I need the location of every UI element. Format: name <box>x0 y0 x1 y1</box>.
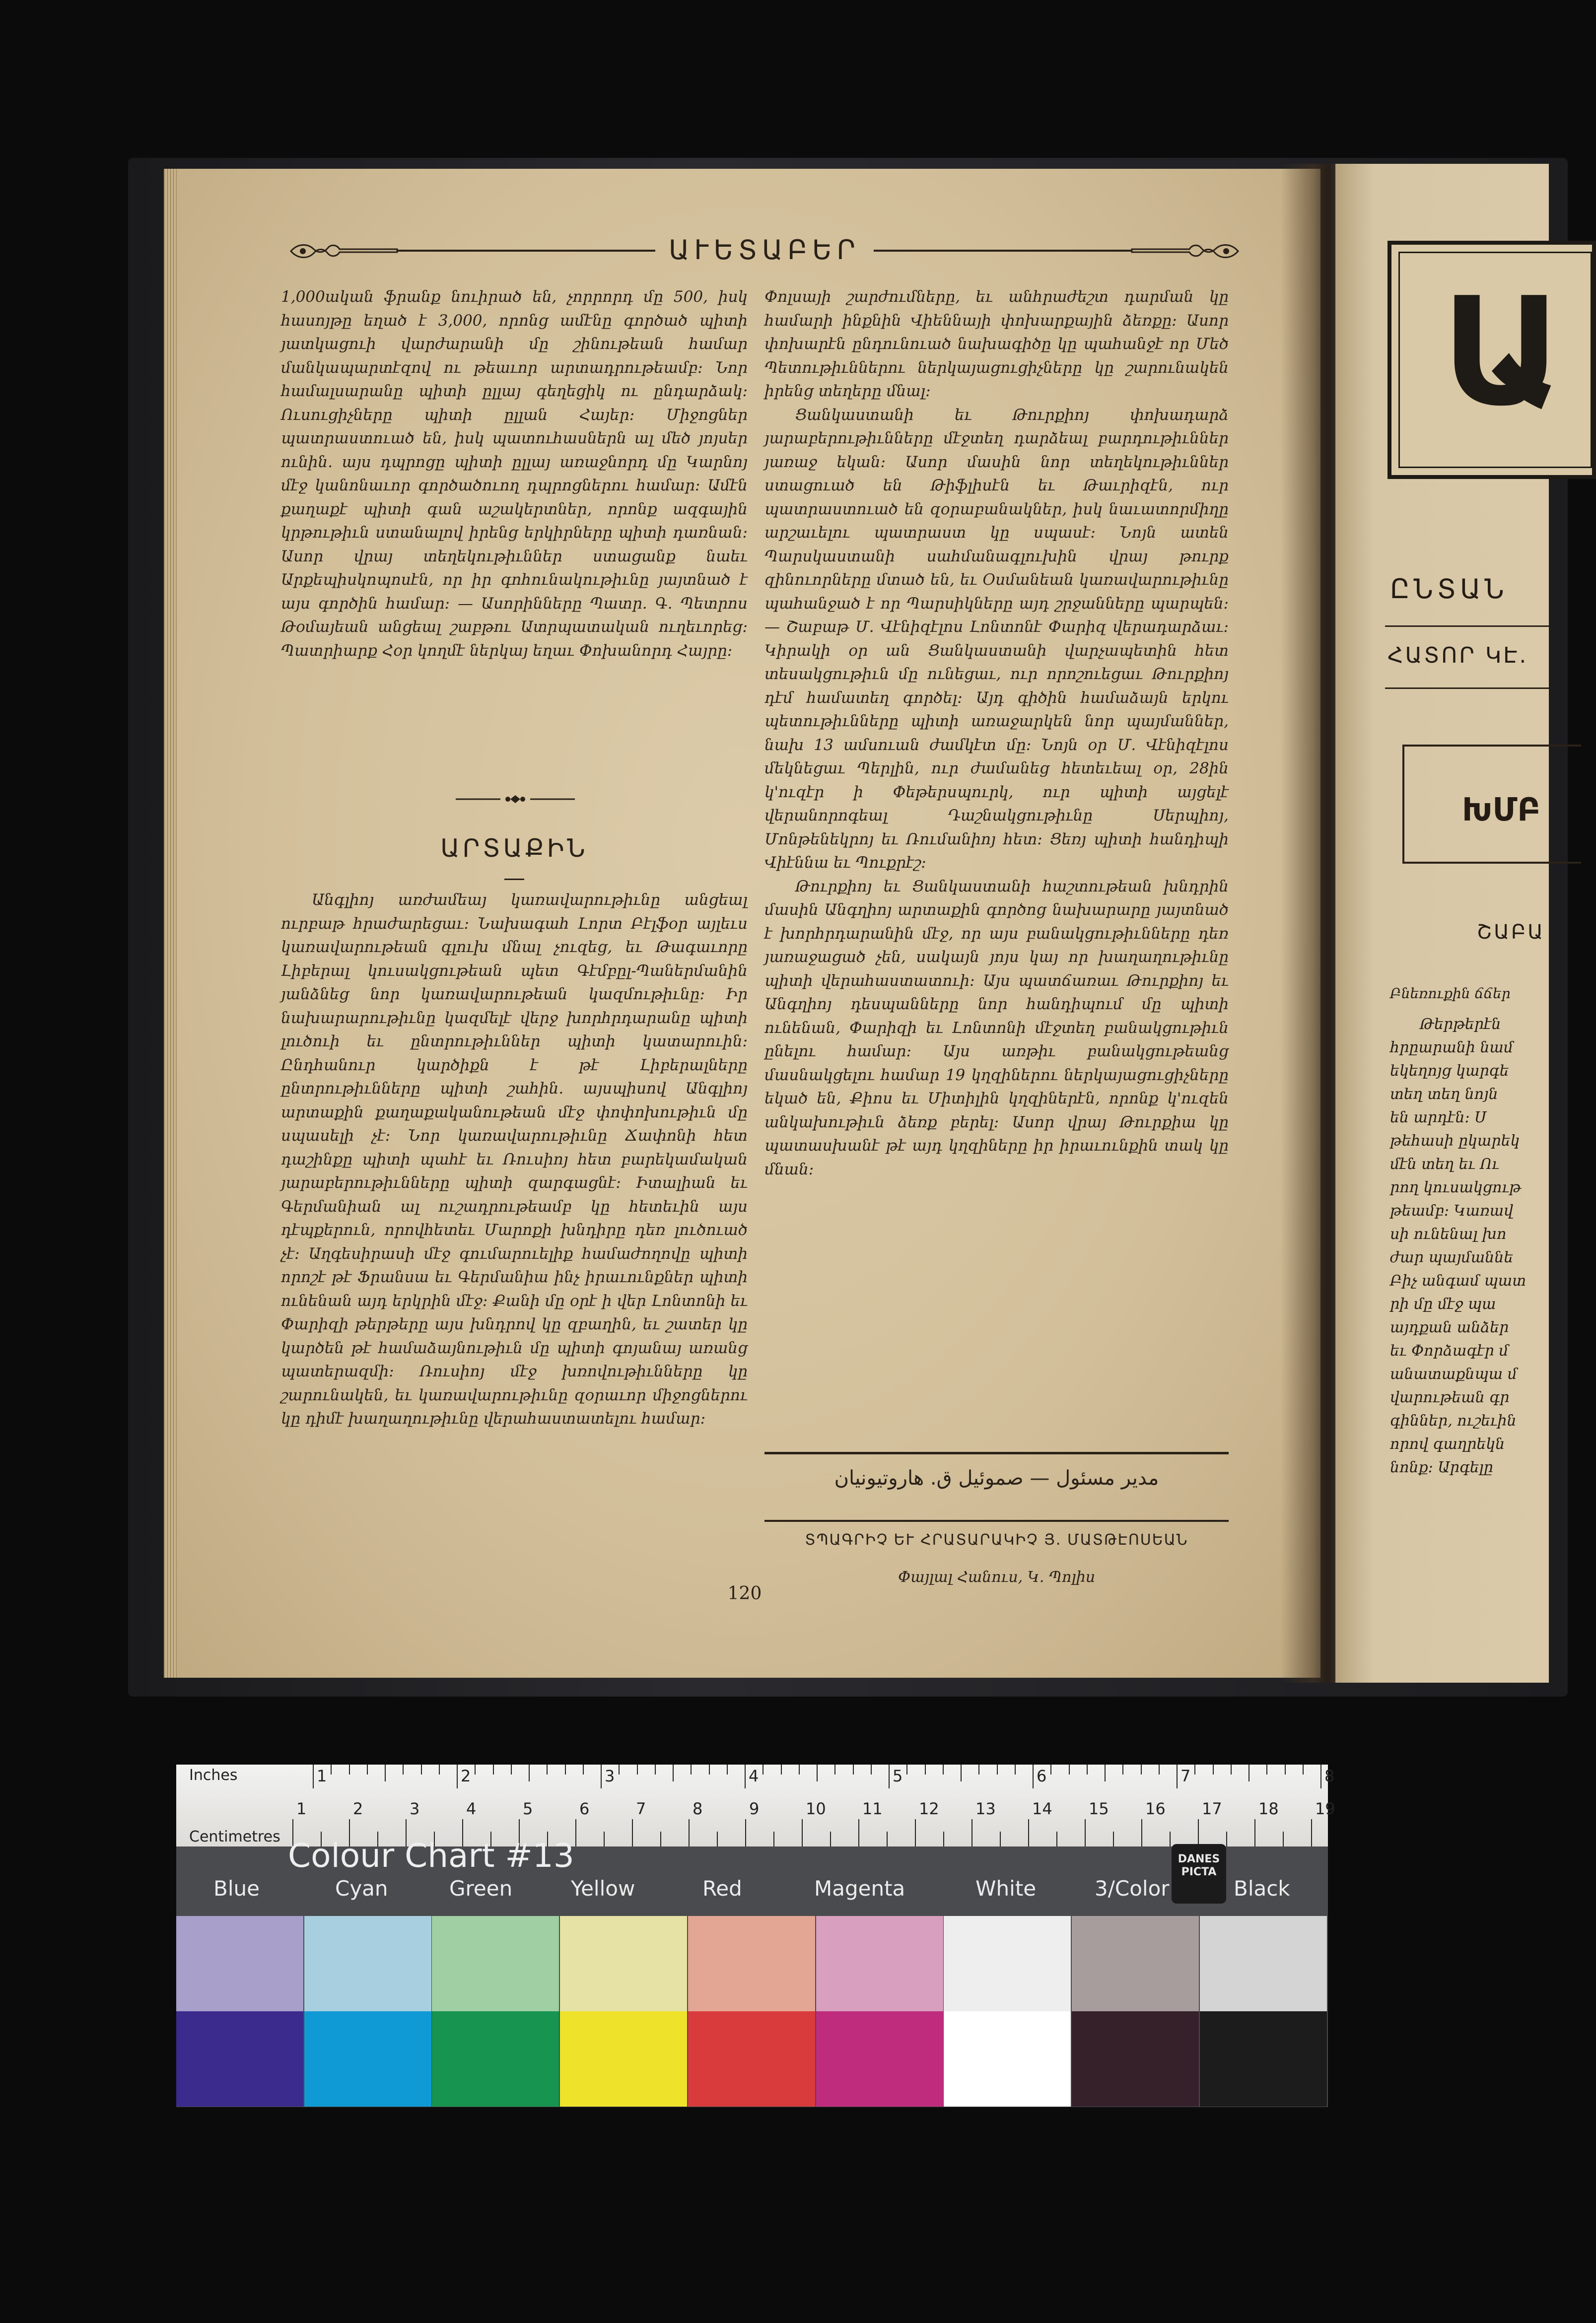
inch-minor-tick <box>1231 1765 1232 1775</box>
cm-tick-label: 14 <box>1032 1799 1052 1818</box>
next-page-line: սի ունենալ խո <box>1390 1226 1507 1243</box>
inch-minor-tick <box>709 1765 710 1775</box>
inch-minor-tick <box>1141 1765 1142 1775</box>
inch-tick <box>457 1765 458 1788</box>
cm-half-tick <box>1283 1832 1284 1846</box>
next-page-subheading: ՇԱԲԱ <box>1477 921 1545 944</box>
cm-tick <box>1198 1819 1199 1846</box>
inch-minor-tick <box>1285 1765 1286 1775</box>
cm-tick <box>575 1819 576 1846</box>
swatch-top-3 <box>432 1916 559 2011</box>
right-paragraph-1: Փոլսայի շարժումները, եւ անհրաժեշտ դարման կը համարի ինքնին Վիեննայի փոխարքային ձեռքը: Ասոր փոխարէն ընդունուած նախագիծը կը պահանջէ որ Մեծ Պետութիւններու ներկայացուցիչները կը շարունակեն իրենց տեղերը մնալ: <box>764 288 1229 400</box>
header-rule-right <box>874 250 1132 252</box>
inch-minor-tick <box>906 1765 907 1775</box>
cm-half-tick <box>943 1832 944 1846</box>
cm-tick-label: 2 <box>353 1799 363 1818</box>
cm-half-tick <box>1170 1832 1171 1846</box>
swatch-top-2 <box>304 1916 431 2011</box>
page-header <box>288 233 1241 268</box>
cm-half-tick <box>773 1832 774 1846</box>
inch-minor-tick <box>834 1765 835 1775</box>
inch-minor-tick <box>1303 1765 1304 1775</box>
cm-tick <box>689 1819 690 1846</box>
cm-tick-label: 1 <box>296 1799 307 1818</box>
inch-minor-tick <box>727 1765 728 1775</box>
next-page-line: եկեղոյց կարգե <box>1390 1062 1509 1080</box>
next-page-line: ժար պայմաննե <box>1390 1249 1514 1266</box>
cm-half-tick <box>1056 1832 1057 1846</box>
inch-minor-tick <box>943 1765 944 1775</box>
inch-minor-tick <box>853 1765 854 1775</box>
footer-rule-bottom <box>764 1520 1229 1522</box>
inch-minor-tick <box>1087 1765 1088 1775</box>
inch-minor-tick <box>871 1765 872 1775</box>
next-page-banner-text: ԽՄԲ <box>1462 792 1541 828</box>
inch-tick-label: 6 <box>1037 1767 1047 1785</box>
inch-tick-label: 3 <box>605 1767 615 1785</box>
book-gutter <box>1281 164 1340 1683</box>
swatch-bottom-3 <box>432 2011 559 2107</box>
measurement-ruler <box>176 1765 1335 1846</box>
inch-minor-tick <box>619 1765 620 1775</box>
cm-half-tick <box>660 1832 661 1846</box>
cm-half-tick <box>717 1832 718 1846</box>
cm-tick <box>858 1819 859 1846</box>
next-page-line: եւ Փորձագէր մ <box>1390 1342 1509 1360</box>
section-title: ԱՐՏԱՔԻՆ <box>440 834 588 863</box>
inch-tick <box>601 1765 602 1788</box>
inch-tick-label: 5 <box>893 1767 903 1785</box>
colour-label-green: Green <box>449 1876 513 1901</box>
inch-minor-tick <box>475 1765 476 1775</box>
right-paragraph-2: Ցանկաստանի եւ Թուրքիոյ փոխադարձ յարաբերութիւնները մէջտեղ դարձեալ բարդութիւններ յառաջ եկան: Ասոր մասին նոր տեղեկութիւններ ստացուած են Թիֆլիսէն եւ Թաւրիզէն, ուր պատրաստուած են զօրաբանակներ, իսկ նաւատորմիղը արշաւելու պատրաստ կը սպասէ: Նոյն ատեն Պարսկաստանի սահմանագլուխին վրայ թուրք զինուորները մտած են, եւ Օսմանեան կառավարութիւնը պահանջած է որ Պարսիկները այդ շրջանները պարպեն: — Շաբաթ Մ. Վէնիզէլոս Լոնտոնէ Փարիզ վերադարձաւ: Կիրակի օր ան Ցանկաստանի վարչապետին հետ տեսակցութիւն մը ունեցաւ, ուր որոշուեցաւ Թուրքիոյ դէմ համատեղ գործել: Այդ գիծին համաձայն երկու պետութիւնները պիտի առաջարկեն նոր պայմաններ, նախ 13 ամսուան ժամկէտ մը: Նոյն օր Մ. Վէնիզէլոս մեկնեցաւ Պերլին, ուր ժամանեց հետեւեալ օր, 28ին կ'ուզէր ի Փեթերսպուրկ, ուր պիտի այցելէ վերանորոգեալ Դաշնակցութիւնը Սերպիոյ, Մոնթենեկրոյ եւ Ռումանիոյ հետ: Ցեռյ պիտի հանդիպի Վիէննա եւ Պուքրէշ: <box>764 406 1229 872</box>
swatch-top-4 <box>560 1916 687 2011</box>
cm-tick <box>1254 1819 1255 1846</box>
inch-tick-label: 8 <box>1324 1767 1335 1785</box>
cm-tick-label: 8 <box>693 1799 703 1818</box>
cm-tick <box>632 1819 633 1846</box>
cm-half-tick <box>1000 1832 1001 1846</box>
inch-minor-tick <box>1050 1765 1051 1775</box>
inch-minor-tick <box>817 1765 818 1781</box>
inch-minor-tick <box>1266 1765 1267 1775</box>
cm-tick-label: 11 <box>862 1799 883 1818</box>
inch-tick <box>313 1765 314 1788</box>
colour-label-cyan: Cyan <box>335 1876 388 1901</box>
swatch-top-7 <box>944 1916 1071 2011</box>
cm-tick-label: 17 <box>1202 1799 1222 1818</box>
inch-tick <box>745 1765 746 1788</box>
colour-label-blue: Blue <box>213 1876 260 1901</box>
swatch-bottom-5 <box>688 2011 815 2107</box>
cm-tick-label: 19 <box>1315 1799 1335 1818</box>
cm-half-tick <box>830 1832 831 1846</box>
inch-minor-tick <box>1122 1765 1123 1775</box>
cm-tick <box>802 1819 803 1846</box>
swatch-bottom-6 <box>816 2011 943 2107</box>
inch-minor-tick <box>439 1765 440 1775</box>
next-page-line: Թերթերէն <box>1420 1016 1501 1033</box>
cm-tick-label: 18 <box>1258 1799 1279 1818</box>
right-paragraph-3: Թուրքիոյ եւ Ցանկաստանի հաշտութեան խնդրին մասին Անգղիոյ արտաքին գործոց նախարարը յայտնած է խորհրդարանին մէջ, որ այս բանակցութիւնները դեռ յառաջացած չեն, սակայն յոյս կայ որ խաղաղութիւնը պիտի վերահաստատուի: Այս պատճառաւ Թուրքիոյ եւ Անգղիոյ դեսպանները նոր հանդիպում մը պիտի ունենան, Փարիզի եւ Լոնտոնի մէջտեղ բանակցութիւն ընելու համար: Այս առթիւ բանակցութեանց մասնակցելու համար 19 կղզիներու ներկայացուցիչները եկած են, Քիոս եւ Միտիլին կղզիներէն, որոնք կ'ուզեն անկախութիւն ձեռք բերել: Ասոր վրայ Թուրքիա կը պատասխանէ թէ այդ կղզիները իր իրաւունքին տակ կը մնան: <box>764 877 1229 1178</box>
danes-picta-logo: DANES PICTA <box>1172 1844 1226 1904</box>
cm-half-tick <box>887 1832 888 1846</box>
cm-tick-label: 10 <box>806 1799 826 1818</box>
inch-minor-tick <box>799 1765 800 1775</box>
cm-tick-label: 15 <box>1089 1799 1109 1818</box>
next-page-line: թեամբ: Կառավ <box>1390 1202 1514 1220</box>
next-page-line: անատաքնպա մ <box>1390 1366 1518 1383</box>
cm-tick-label: 7 <box>636 1799 646 1818</box>
inch-tick <box>1033 1765 1034 1788</box>
swatch-top-5 <box>688 1916 815 2011</box>
page-edges <box>164 169 177 1678</box>
inch-minor-tick <box>547 1765 548 1775</box>
section-divider-ornament <box>456 793 575 805</box>
colour-label-white: White <box>975 1876 1037 1901</box>
inch-minor-tick <box>493 1765 494 1775</box>
cm-tick-label: 4 <box>466 1799 477 1818</box>
cm-half-tick <box>1113 1832 1114 1846</box>
next-page-rule-1 <box>1385 625 1549 627</box>
ruler-inches-label: Inches <box>189 1767 238 1784</box>
next-page-initial-letter: Ա <box>1442 266 1564 439</box>
swatch-top-8 <box>1072 1916 1199 2011</box>
inch-minor-tick <box>385 1765 386 1781</box>
footer-rule-top <box>764 1452 1229 1454</box>
journal-title: ԱՒԵՏԱԲԵՐ <box>669 234 860 266</box>
cm-tick <box>915 1819 916 1846</box>
next-page-line: մէն տեղ եւ Ու <box>1390 1156 1499 1173</box>
swatch-bottom-9 <box>1200 2011 1327 2107</box>
cm-tick <box>745 1819 746 1846</box>
colour-label-black: Black <box>1234 1876 1290 1901</box>
cm-tick-label: 12 <box>919 1799 939 1818</box>
next-page-body <box>1390 1013 1549 1479</box>
right-column <box>764 285 1229 1442</box>
next-page-line: Բիչ անգամ պատ <box>1390 1272 1527 1290</box>
next-page-line: նոնք: Արգելը <box>1390 1459 1493 1476</box>
inch-minor-tick <box>691 1765 692 1775</box>
page-number: 120 <box>727 1583 762 1604</box>
cm-half-tick <box>1226 1832 1227 1846</box>
next-page-line: րող կուսակցութ <box>1390 1179 1521 1196</box>
colour-label-3-color: 3/Color <box>1095 1876 1170 1901</box>
swatch-bottom-2 <box>304 2011 431 2107</box>
inch-minor-tick <box>583 1765 584 1775</box>
next-page-line: թեհասի ըկարեկ <box>1390 1132 1520 1150</box>
inch-minor-tick <box>637 1765 638 1775</box>
editor-signature: مدیر مسئول — صموئیل ق. هاروتیونیان <box>834 1467 1159 1490</box>
cm-tick <box>971 1819 972 1846</box>
swatch-top-9 <box>1200 1916 1327 2011</box>
next-page-line: վարութեան գր <box>1390 1389 1510 1406</box>
next-page-byline: Բնեռուքին ճճեր <box>1390 985 1511 1002</box>
inch-minor-tick <box>1105 1765 1106 1781</box>
next-page-volume: ՀԱՏՈՐ ԿԷ. <box>1388 643 1528 668</box>
inch-tick <box>889 1765 890 1788</box>
inch-minor-tick <box>925 1765 926 1775</box>
cm-tick-label: 16 <box>1145 1799 1166 1818</box>
next-page-heading: ԸՆՏԱՆ <box>1390 573 1508 605</box>
inch-minor-tick <box>529 1765 530 1781</box>
inch-minor-tick <box>349 1765 350 1775</box>
inch-minor-tick <box>1015 1765 1016 1775</box>
colour-label-yellow: Yellow <box>571 1876 635 1901</box>
colour-label-red: Red <box>702 1876 742 1901</box>
swatch-bottom-8 <box>1072 2011 1199 2107</box>
inch-tick <box>1320 1765 1321 1788</box>
inch-tick-label: 2 <box>461 1767 471 1785</box>
left-column <box>281 285 748 782</box>
next-page-line: գիններ, ուշեւին <box>1390 1412 1517 1430</box>
cm-tick-label: 13 <box>975 1799 996 1818</box>
inch-minor-tick <box>367 1765 368 1775</box>
cm-tick-label: 9 <box>749 1799 760 1818</box>
inch-tick <box>1177 1765 1178 1788</box>
colour-label-magenta: Magenta <box>814 1876 905 1901</box>
inch-minor-tick <box>1159 1765 1160 1775</box>
cm-tick <box>1141 1819 1142 1846</box>
inch-minor-tick <box>1194 1765 1195 1775</box>
colour-chart-title: Colour Chart #13 <box>288 1837 574 1875</box>
inch-tick-label: 7 <box>1180 1767 1191 1785</box>
printer-address: Փայլալ Հանուս, Կ. Պոլիս <box>898 1569 1096 1586</box>
left-paragraph: 1,000ական ֆրանք նուիրած են, չորրորդ մը 500, իսկ հասոյթը եղած է 3,000, որոնց ամէնը գործած պիտի յատկացուի վարժարանի մը շինութեան համար մանկապարտէզով ու թեաւոր արտադրութեամբ: Նոր համալսարանը պիտի ըլլայ գեղեցիկ ու ընդարձակ: Ուսուցիչները պիտի ըլլան Հայեր: Միջոցներ պատրաստուած են, իսկ պատուհասներն ալ մեծ յոյսեր ունին. այս դպրոցը պիտի ըլլայ առաջնորդ մը Կարնոյ մէջ կանոնաւոր գործածուող դպրոցներու համար: Ամէն քաղաքէ պիտի գան աշակերտներ, որոնք ազգային կրթութիւն ստանալով իրենց երկիրները պիտի դառնան: Ասոր վրայ տեղեկութիւններ ստացանք նաեւ Արքեպիսկոպոսէն, որ իր գոհունակութիւնը յայտնած է այս գործին համար: — Ասորինները Պատր. Գ. Պետրոս Թօմայեան անցեալ շաբթու Ատրպատական ուղեւորեց: Պատրիարք Հօր կողմէ ներկայ եղաւ Փոխանորդ Հայրը: <box>281 288 748 660</box>
printer-line: ՏՊԱԳՐԻՉ ԵՒ ՀՐԱՏԱՐԱԿԻՉ Յ. ՄԱՏԹԷՈՍԵԱՆ <box>805 1531 1188 1549</box>
swatch-bottom-1 <box>176 2011 303 2107</box>
inch-minor-tick <box>1213 1765 1214 1775</box>
inch-minor-tick <box>655 1765 656 1775</box>
cm-tick-label: 5 <box>523 1799 533 1818</box>
inch-minor-tick <box>961 1765 962 1781</box>
cm-tick <box>1028 1819 1029 1846</box>
inch-tick-label: 1 <box>317 1767 327 1785</box>
inch-minor-tick <box>331 1765 332 1775</box>
cm-tick-label: 3 <box>410 1799 420 1818</box>
inch-minor-tick <box>997 1765 998 1775</box>
next-page-line: տեղ տեղ նոյն <box>1390 1086 1498 1103</box>
cm-tick <box>1311 1819 1312 1846</box>
cm-tick <box>1085 1819 1086 1846</box>
next-page-line: են արդէն: Ս <box>1390 1109 1487 1126</box>
header-ornament-right <box>1132 242 1241 260</box>
cm-half-tick <box>604 1832 605 1846</box>
inch-minor-tick <box>781 1765 782 1775</box>
inch-tick-label: 4 <box>749 1767 759 1785</box>
section-paragraph: Անգլիոյ առժամեայ կառավարութիւնը անցեալ ուրբաթ հրաժարեցաւ: Նախագահ Լորտ Բէլֆօր այլեւս կառավարութեան գլուխ մնալ չուզեց, եւ Թագաւորը Լիբերալ կուսակցութեան պետ Գէմբըլ-Պաներմանին յանձնեց նոր կառավարութեան կազմութիւնը: Իր նախարարութիւնը կազմելէ վերջ խորհրդարանը պիտի լուծուի եւ ընտրութիւններ պիտի կատարուին: Ընդհանուր կարծիքն է թէ Լիբերալները ընտրութիւնները պիտի շահին. այսպիսով Անգլիոյ արտաքին քաղաքականութեան մէջ փոփոխութիւն մը սպասելի չէ: Նոր կառավարութիւնը Ճափոնի հետ դաշինքը պիտի պահէ եւ Ռուսիոյ հետ բարեկամական յարաբերութիւնները պիտի զարգացնէ: Իտալիան եւ Գերմանիան ալ ուշադրութեամբ կը հետեւին այս դէպքերուն, որովհետեւ Մարոքի խնդիրը դեռ լուծուած չէ: Աղգեսիրասի մէջ գումարուելիք համաժողովը պիտի որոշէ թէ Ֆրանսա եւ Գերմանիա ինչ իրաւունքներ պիտի ունենան այդ երկրին մէջ: Քանի մը օրէ ի վեր Լոնտոնի եւ Փարիզի թերթերը այս խնդրով կը զբաղին, եւ շատեր կը կարծեն թէ համաձայնութիւն մը պիտի գոյանայ առանց պատերազմի: Ռուսիոյ մէջ խռովութիւնները կը շարունակեն, եւ կառավարութիւնը զօրաւոր միջոցներու կը դիմէ խաղաղութիւնը վերահաստատելու համար: <box>281 891 748 1428</box>
next-page-line: հրըարանի նամ <box>1390 1039 1514 1056</box>
next-page-line: այդքան անձեր <box>1390 1319 1509 1336</box>
inch-minor-tick <box>403 1765 404 1775</box>
next-page-rule-2 <box>1385 687 1549 689</box>
section-title-dash <box>504 879 524 880</box>
inch-minor-tick <box>511 1765 512 1775</box>
next-page-line: րի մը մէջ պա <box>1390 1296 1496 1313</box>
next-page-line: որով գաղրեկն <box>1390 1435 1505 1453</box>
ruler-centimetres-label: Centimetres <box>189 1828 280 1845</box>
swatch-bottom-7 <box>944 2011 1071 2107</box>
swatch-top-6 <box>816 1916 943 2011</box>
inch-minor-tick <box>978 1765 979 1775</box>
inch-minor-tick <box>565 1765 566 1775</box>
inch-minor-tick <box>421 1765 422 1775</box>
cm-tick-label: 6 <box>579 1799 590 1818</box>
inch-minor-tick <box>1069 1765 1070 1775</box>
swatch-bottom-4 <box>560 2011 687 2107</box>
inch-minor-tick <box>673 1765 674 1781</box>
swatch-top-1 <box>176 1916 303 2011</box>
left-column-section <box>281 888 748 1573</box>
